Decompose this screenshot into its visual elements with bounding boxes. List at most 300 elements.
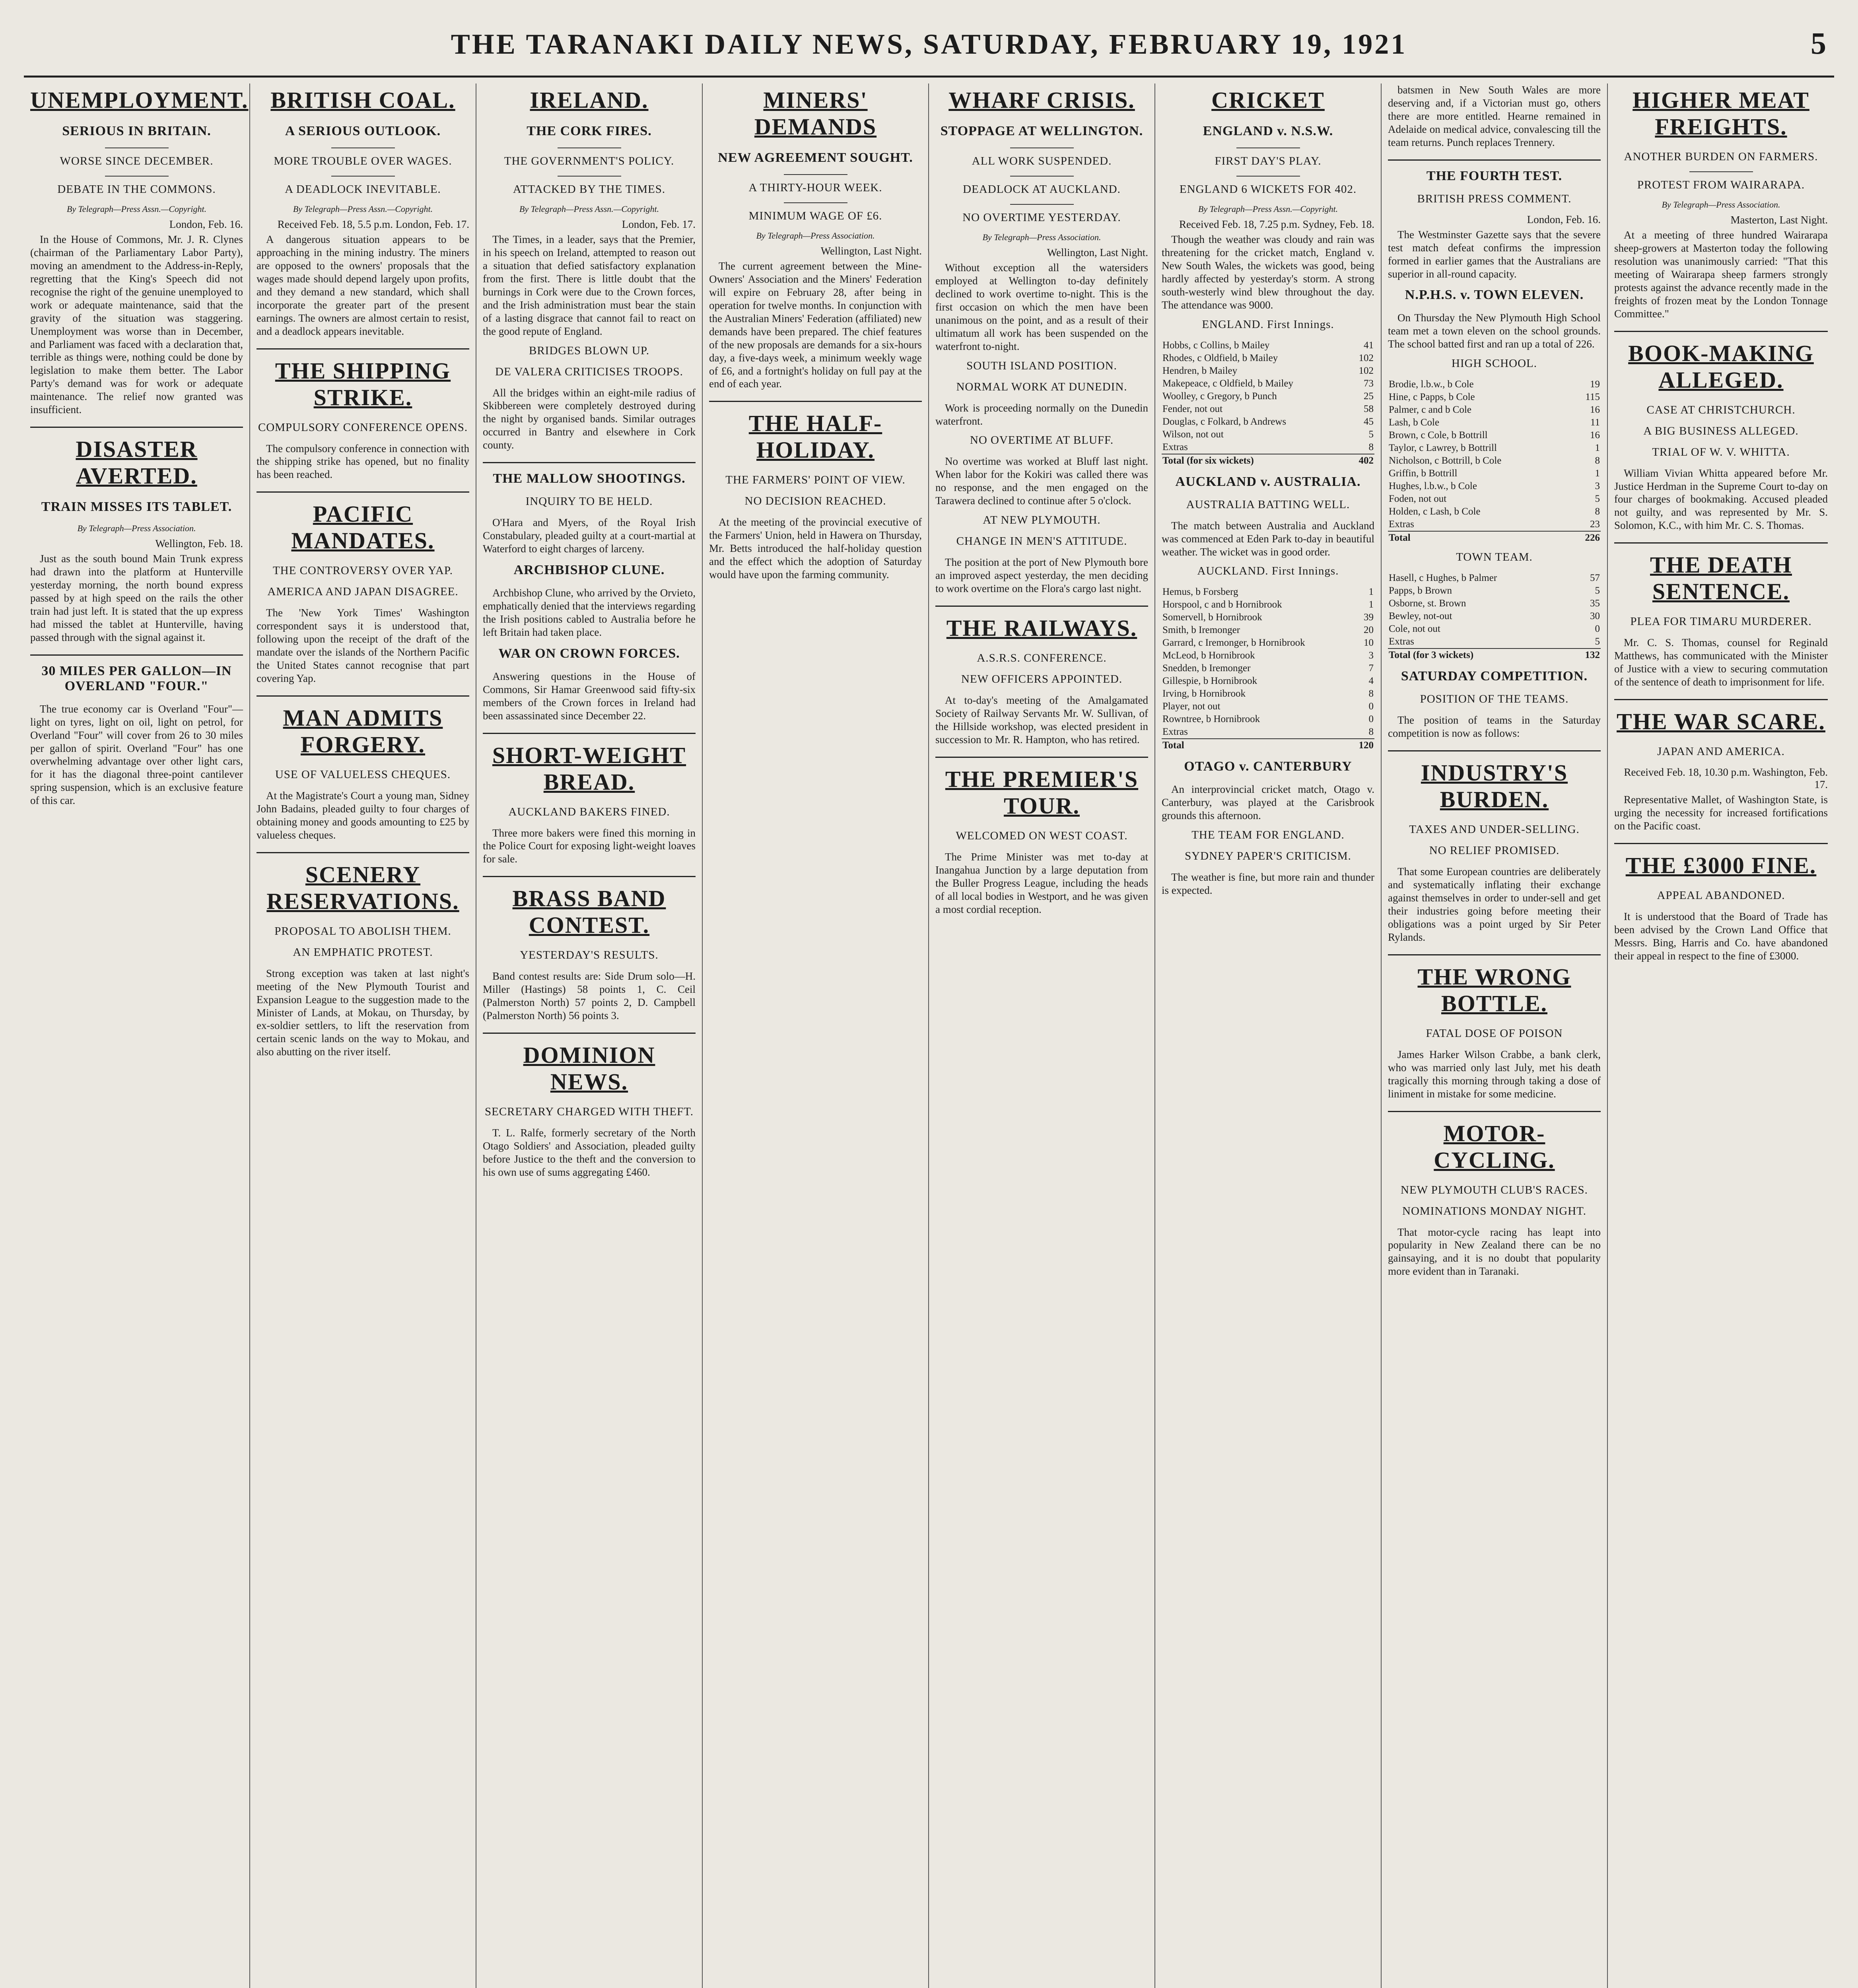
subheading: AUCKLAND v. AUSTRALIA. xyxy=(1175,474,1361,489)
batsman-runs: 41 xyxy=(1364,340,1374,351)
subheading: THE GOVERNMENT'S POLICY. xyxy=(504,155,674,167)
headline: BOOK-MAKING ALLEGED. xyxy=(1628,340,1814,393)
subheading: PLEA FOR TIMARU MURDERER. xyxy=(1630,615,1812,628)
scorecard-row xyxy=(1162,649,1374,662)
scorecard-total xyxy=(1388,648,1601,662)
page-number: 5 xyxy=(1811,26,1826,60)
divider xyxy=(1010,204,1074,205)
headline: ARCHBISHOP CLUNE. xyxy=(513,563,665,577)
scorecard-row xyxy=(1162,377,1374,390)
section-separator xyxy=(1614,542,1828,544)
batsman-name: Brown, c Cole, b Bottrill xyxy=(1389,430,1488,441)
scorecard-row xyxy=(1162,624,1374,637)
subheading: TAXES AND UNDER-SELLING. xyxy=(1409,823,1580,836)
batsman-runs: 11 xyxy=(1590,417,1600,428)
batsman-name: Hendren, b Mailey xyxy=(1162,365,1238,376)
batsman-runs: 5 xyxy=(1595,585,1600,596)
article-body: Archbishop Clune, who arrived by the Orvieto, emphatically denied that the interviews regarding the Irish positions cabled to Australia before he left Britain had taken place. xyxy=(483,587,696,638)
scorecard-row xyxy=(1388,429,1601,442)
subheading: DEBATE IN THE COMMONS. xyxy=(57,183,216,196)
headline: THE MALLOW SHOOTINGS. xyxy=(493,471,686,486)
subheading: SYDNEY PAPER'S CRITICISM. xyxy=(1185,850,1351,863)
batsman-runs: 58 xyxy=(1364,403,1374,414)
article-body: That some European countries are deliberately and systematically inflating their exchange against themselves in order to under-sell and get their industries going before meeting their obligations was a point urged by Sir Peter Rylands. xyxy=(1388,866,1601,943)
batsman-runs: 0 xyxy=(1595,623,1600,635)
batsman-runs: 19 xyxy=(1590,379,1600,390)
batsman-name: Hobbs, c Collins, b Mailey xyxy=(1162,340,1270,351)
headline: BRITISH COAL. xyxy=(270,87,455,113)
dateline: London, Feb. 16. xyxy=(1527,213,1601,225)
scorecard-row xyxy=(1388,610,1601,623)
batsman-runs: 0 xyxy=(1368,701,1374,712)
scorecard-row xyxy=(1388,378,1601,391)
batsman-runs: 7 xyxy=(1368,663,1374,674)
subheading: NO OVERTIME YESTERDAY. xyxy=(962,211,1121,224)
headline: BRASS BAND CONTEST. xyxy=(512,885,666,938)
article-body: The compulsory conference in connection with the shipping strike has opened, but no finality has been reached. xyxy=(257,442,469,481)
batsman-runs: 39 xyxy=(1364,612,1374,623)
byline: By Telegraph—Press Assn.—Copyright. xyxy=(66,204,207,214)
scorecard-row xyxy=(1388,391,1601,404)
scorecard-row xyxy=(1162,662,1374,675)
subheading: SOUTH ISLAND POSITION. xyxy=(966,359,1117,372)
subheading: ENGLAND 6 WICKETS FOR 402. xyxy=(1179,183,1357,196)
batsman-runs: 45 xyxy=(1364,416,1374,427)
headline: THE RAILWAYS. xyxy=(946,615,1137,641)
article-body: All the bridges within an eight-mile radius of Skibbereen were completely destroyed during the night by organised bands. Similar outrages occurred in Bantry and elsewhere in Cork county. xyxy=(483,386,696,451)
scorecard-title: HIGH SCHOOL. xyxy=(1452,357,1537,370)
section-separator xyxy=(30,654,243,656)
batsman-name: Rowntree, b Hornibrook xyxy=(1162,714,1260,725)
scorecard-row xyxy=(1162,598,1374,611)
headline: HIGHER MEAT FREIGHTS. xyxy=(1633,87,1809,140)
scorecard-row xyxy=(1388,416,1601,429)
batsman-name: Palmer, c and b Cole xyxy=(1389,404,1471,415)
scorecard-row xyxy=(1388,635,1601,648)
divider xyxy=(784,202,847,203)
article-body: In the House of Commons, Mr. J. R. Clynes (chairman of the Parliamentary Labor Party), moving an amendment to the Address-in-Reply, regretting that the King's Speech did not recognise the right of the genuine unemployed to work or adequate maintenance, said that the gravity of the situation was staggering. Unemployment was worse than in December, and Parliament was faced with a declaration that, terrible as things were, nothing could be done by legislation to make them better. The Labor Party's demand was for work or adequate maintenance. The relief now granted was insufficient. xyxy=(30,233,243,416)
subheading: SATURDAY COMPETITION. xyxy=(1401,669,1588,684)
section-separator xyxy=(1388,159,1601,161)
scorecard-row xyxy=(1388,623,1601,635)
headline: THE PREMIER'S TOUR. xyxy=(945,766,1139,819)
section-separator xyxy=(1388,1111,1601,1112)
total-label: Total (for six wickets) xyxy=(1162,454,1345,467)
scorecard-total xyxy=(1162,454,1374,467)
subheading: SECRETARY CHARGED WITH THEFT. xyxy=(484,1105,694,1118)
article-body: Mr. C. S. Thomas, counsel for Reginald Matthews, has communicated with the Minister of Justice with a view to securing commutation of the sentence of death to imprisonment for life. xyxy=(1614,637,1828,688)
batsman-name: Gillespie, b Hornibrook xyxy=(1162,676,1257,687)
total-runs: 120 xyxy=(1345,739,1374,752)
headline: THE HALF-HOLIDAY. xyxy=(748,410,882,463)
batsman-runs: 20 xyxy=(1364,625,1374,636)
batsman-runs: 35 xyxy=(1590,598,1600,609)
total-runs: 132 xyxy=(1571,648,1601,662)
total-label: Total xyxy=(1162,739,1345,752)
scorecard-row xyxy=(1388,480,1601,493)
byline: By Telegraph—Press Association. xyxy=(982,232,1101,242)
headline: IRELAND. xyxy=(530,87,649,113)
subheading: NOMINATIONS MONDAY NIGHT. xyxy=(1402,1204,1586,1217)
subheading: NEW AGREEMENT SOUGHT. xyxy=(718,150,913,165)
batsman-name: Osborne, st. Brown xyxy=(1389,598,1466,609)
total-runs: 402 xyxy=(1345,454,1374,467)
scorecard-row xyxy=(1162,403,1374,415)
batsman-name: Hemus, b Forsberg xyxy=(1162,586,1238,598)
subheading: PROTEST FROM WAIRARAPA. xyxy=(1637,179,1805,191)
subheading: MINIMUM WAGE OF £6. xyxy=(748,210,882,222)
subheading: BRITISH PRESS COMMENT. xyxy=(1417,192,1572,205)
article-body: The Times, in a leader, says that the Premier, in his speech on Ireland, attempted to reason out a situation that defied satisfactory explanation from the first. There is little doubt that the burnings in Cork were due to the Crown forces, and the Irish administration must bear the stain of a lasting disgrace that cannot fail to react on the good repute of England. xyxy=(483,233,696,337)
batsman-runs: 5 xyxy=(1595,493,1600,505)
section-separator xyxy=(257,491,469,493)
masthead xyxy=(24,16,1834,78)
headline: WHARF CRISIS. xyxy=(948,87,1135,113)
headline: THE WRONG BOTTLE. xyxy=(1417,963,1571,1016)
column-miners-demands xyxy=(703,83,929,1988)
batsman-name: Fender, not out xyxy=(1162,403,1223,414)
subheading: NO OVERTIME AT BLUFF. xyxy=(970,434,1114,447)
batsman-name: Bewley, not-out xyxy=(1389,611,1452,622)
section-separator xyxy=(483,876,696,877)
section-separator xyxy=(709,401,922,402)
subheading: ENGLAND v. N.S.W. xyxy=(1203,124,1333,138)
article-body: batsmen in New South Wales are more deserving and, if a Victorian must go, others there are more entitled. Hearne remained in Adelaide on medical advice, convalescing till the team returns. Punch replaces Trennery. xyxy=(1388,84,1601,148)
article-body: T. L. Ralfe, formerly secretary of the North Otago Soldiers' and Association, pleaded guilty before Justice to the theft and the conversion to his own use of sums aggregating £460. xyxy=(483,1127,696,1178)
columns xyxy=(24,83,1834,1988)
article-body: That motor-cycle racing has leapt into popularity in New Zealand there can be no gainsaying, and it is no doubt that popularity more evident than in Taranaki. xyxy=(1388,1226,1601,1277)
batsman-runs: 16 xyxy=(1590,430,1600,441)
article-body: The weather is fine, but more rain and thunder is expected. xyxy=(1162,871,1374,897)
batsman-runs: 115 xyxy=(1585,392,1600,403)
subheading: FATAL DOSE OF POISON xyxy=(1426,1027,1563,1040)
article-body: Just as the south bound Main Trunk express had drawn into the platform at Hunterville yesterday morning, the north bound express passed by at high speed on the rails the other train had just left. It is stated that the up express had missed the tablet at Hunterville, having passed through with the signal against it. xyxy=(30,553,243,643)
headline: THE £3000 FINE. xyxy=(1625,852,1817,878)
subheading: NO DECISION REACHED. xyxy=(744,495,886,508)
batsman-name: Extras xyxy=(1162,441,1188,452)
section-separator xyxy=(1614,699,1828,700)
subheading: AUCKLAND BAKERS FINED. xyxy=(508,805,670,818)
section-separator xyxy=(257,695,469,697)
headline: MAN ADMITS FORGERY. xyxy=(283,705,443,757)
batsman-runs: 102 xyxy=(1359,352,1374,363)
subheading: NEW OFFICERS APPOINTED. xyxy=(961,673,1123,685)
subheading: PROPOSAL TO ABOLISH THEM. xyxy=(274,924,451,938)
batsman-runs: 1 xyxy=(1368,586,1374,598)
batsman-runs: 8 xyxy=(1368,441,1374,452)
article-body: The Prime Minister was met to-day at Inangahua Junction by a large deputation from the Buller Progress League, including the heads of all local bodies in Westport, and he was given a most cordial reception. xyxy=(935,850,1148,915)
batsman-name: Makepeace, c Oldfield, b Mailey xyxy=(1162,378,1294,389)
total-runs: 226 xyxy=(1571,531,1601,544)
article-body: On Thursday the New Plymouth High School team met a town eleven on the school grounds. The school batted first and ran up a total of 226. xyxy=(1388,312,1601,350)
scorecard-title: AUCKLAND. First Innings. xyxy=(1197,565,1339,578)
subheading: JAPAN AND AMERICA. xyxy=(1657,745,1785,758)
scorecard-row xyxy=(1162,726,1374,739)
batsman-runs: 3 xyxy=(1595,481,1600,492)
batsman-name: Hughes, l.b.w., b Cole xyxy=(1389,481,1477,492)
dateline: Received Feb. 18, 5.5 p.m. London, Feb. 17. xyxy=(277,218,469,230)
subheading: INQUIRY TO BE HELD. xyxy=(525,495,653,508)
batsman-name: Brodie, l.b.w., b Cole xyxy=(1389,379,1474,390)
batsman-name: Foden, not out xyxy=(1389,493,1447,505)
scorecard-england xyxy=(1162,339,1374,467)
subheading: SERIOUS IN BRITAIN. xyxy=(62,124,211,138)
headline: SHORT-WEIGHT BREAD. xyxy=(492,742,686,795)
batsman-runs: 1 xyxy=(1368,599,1374,610)
column-wharf-crisis xyxy=(929,83,1155,1988)
batsman-runs: 1 xyxy=(1595,443,1600,454)
article-body: Strong exception was taken at last night's meeting of the New Plymouth Tourist and Expansion League to the suggestion made to the Minister of Lands, at Mokau, on Thursday, by ex-soldier settlers, to lift the reservation from certain scenic lands on the way to Mokau, and also abutting on the river itself. xyxy=(257,967,469,1058)
scorecard-row xyxy=(1388,572,1601,584)
scorecard-row xyxy=(1388,454,1601,467)
divider xyxy=(558,176,621,177)
batsman-runs: 73 xyxy=(1364,378,1374,389)
scorecard-town-team xyxy=(1388,572,1601,662)
scorecard-row xyxy=(1162,713,1374,726)
section-separator xyxy=(483,1033,696,1034)
divider xyxy=(1010,176,1074,177)
batsman-name: Snedden, b Iremonger xyxy=(1162,663,1251,674)
subheading: THE FARMERS' POINT OF VIEW. xyxy=(725,474,906,487)
dateline: Masterton, Last Night. xyxy=(1730,214,1828,226)
subheading: USE OF VALUELESS CHEQUES. xyxy=(275,768,451,781)
article-body: Though the weather was cloudy and rain was threatening for the cricket match, England v. New South Wales, the wickets was good, being hardly affected by yesterday's storm. A strong south-westerly wind blew throughout the day. The attendance was 9000. xyxy=(1162,233,1374,311)
section-separator xyxy=(483,733,696,734)
headline: MINERS' DEMANDS xyxy=(754,87,877,140)
subheading: AN EMPHATIC PROTEST. xyxy=(293,945,433,959)
article-body: Band contest results are: Side Drum solo—H. Miller (Hastings) 58 points 1, C. Ceil (Palmerston North) 57 points 2, D. Campbell (Palmerston North) 56 points 3. xyxy=(483,970,696,1022)
batsman-name: Hasell, c Hughes, b Palmer xyxy=(1389,573,1497,584)
batsman-runs: 5 xyxy=(1595,636,1600,647)
article-body: Representative Mallet, of Washington State, is urging the necessity for increased fortifications on the Pacific coast. xyxy=(1614,794,1828,832)
scorecard-row xyxy=(1388,584,1601,597)
scorecard-row xyxy=(1388,404,1601,416)
batsman-runs: 3 xyxy=(1368,650,1374,661)
headline: PACIFIC MANDATES. xyxy=(291,501,435,554)
headline: UNEMPLOYMENT. xyxy=(30,87,249,113)
batsman-name: Irving, b Hornibrook xyxy=(1162,688,1246,699)
batsman-name: Wilson, not out xyxy=(1162,429,1224,440)
batsman-runs: 0 xyxy=(1368,714,1374,725)
article-body: The position of teams in the Saturday competition is now as follows: xyxy=(1388,714,1601,740)
subheading: OTAGO v. CANTERBURY xyxy=(1184,759,1352,774)
headline: DOMINION NEWS. xyxy=(523,1042,655,1095)
scorecard-row xyxy=(1162,441,1374,454)
batsman-name: Extras xyxy=(1389,519,1414,530)
subheading: A THIRTY-HOUR WEEK. xyxy=(748,181,882,194)
byline: By Telegraph—Press Association. xyxy=(77,523,196,534)
section-separator xyxy=(257,348,469,349)
batsman-runs: 1 xyxy=(1595,468,1600,479)
subheading: ANOTHER BURDEN ON FARMERS. xyxy=(1624,150,1818,163)
batsman-name: Douglas, c Folkard, b Andrews xyxy=(1162,416,1287,427)
subheading: AT NEW PLYMOUTH. xyxy=(983,514,1101,527)
scorecard-row xyxy=(1162,700,1374,713)
batsman-runs: 25 xyxy=(1364,390,1374,402)
headline: WAR ON CROWN FORCES. xyxy=(498,646,680,661)
batsman-name: Extras xyxy=(1162,726,1188,738)
batsman-name: Holden, c Lash, b Cole xyxy=(1389,506,1481,517)
scorecard-row xyxy=(1388,467,1601,480)
section-separator xyxy=(935,757,1148,758)
subheading: DE VALERA CRITICISES TROOPS. xyxy=(495,365,683,378)
subheading: A BIG BUSINESS ALLEGED. xyxy=(1643,424,1799,437)
scorecard-high-school xyxy=(1388,378,1601,544)
section-separator xyxy=(30,427,243,428)
batsman-runs: 102 xyxy=(1359,365,1374,376)
subheading: DEADLOCK AT AUCKLAND. xyxy=(963,183,1121,196)
byline: By Telegraph—Press Assn.—Copyright. xyxy=(293,204,433,214)
article-body: Answering questions in the House of Commons, Sir Hamar Greenwood said fifty-six members of the Crown forces in Ireland had been assassinated since December 22. xyxy=(483,670,696,722)
column-ireland xyxy=(476,83,703,1988)
batsman-name: Player, not out xyxy=(1162,701,1221,712)
scorecard-row xyxy=(1162,687,1374,700)
subheading: THE FOURTH TEST. xyxy=(1426,168,1563,183)
section-separator xyxy=(483,462,696,463)
section-separator xyxy=(257,852,469,853)
subheading: NEW PLYMOUTH CLUB'S RACES. xyxy=(1401,1183,1588,1196)
batsman-runs: 23 xyxy=(1590,519,1600,530)
batsman-name: Woolley, c Gregory, b Punch xyxy=(1162,390,1277,402)
batsman-runs: 10 xyxy=(1364,637,1374,648)
dateline: London, Feb. 16. xyxy=(169,218,243,230)
article-body: No overtime was worked at Bluff last night. When labor for the Kokiri was called there was no response, and the men engaged on the Tarawera declined to continue after 5 o'clock. xyxy=(935,455,1148,507)
dateline: London, Feb. 17. xyxy=(622,218,696,230)
subheading: A.S.R.S. CONFERENCE. xyxy=(977,652,1107,664)
batsman-name: Horspool, c and b Hornibrook xyxy=(1162,599,1282,610)
batsman-runs: 8 xyxy=(1368,726,1374,738)
dateline: Received Feb. 18, 10.30 p.m. Washington, Feb. 17. xyxy=(1624,766,1828,790)
subheading: AUSTRALIA BATTING WELL. xyxy=(1186,498,1350,511)
headline: MOTOR-CYCLING. xyxy=(1434,1120,1555,1173)
dateline: Wellington, Feb. 18. xyxy=(155,538,243,550)
scorecard-title: TOWN TEAM. xyxy=(1456,551,1533,564)
headline: INDUSTRY'S BURDEN. xyxy=(1421,760,1568,813)
article-body: Three more bakers were fined this morning in the Police Court for exposing light-weight loaves for sale. xyxy=(483,827,696,865)
article-body: It is understood that the Board of Trade has been advised by the Crown Land Office that Messrs. Bing, Harris and Co. have abandoned their appeal in respect to the fine of £3000. xyxy=(1614,910,1828,962)
subheading: MORE TROUBLE OVER WAGES. xyxy=(274,155,452,167)
subheading: A DEADLOCK INEVITABLE. xyxy=(285,183,441,196)
column-unemployment xyxy=(24,83,250,1988)
scorecard-row xyxy=(1162,339,1374,352)
scorecard-row xyxy=(1162,390,1374,403)
column-higher-meat-freights xyxy=(1608,83,1834,1988)
subheading: CASE AT CHRISTCHURCH. xyxy=(1646,403,1796,416)
subheading: WELCOMED ON WEST COAST. xyxy=(956,829,1128,842)
subheading: THE TEAM FOR ENGLAND. xyxy=(1191,829,1345,842)
section-separator xyxy=(1614,843,1828,844)
headline: DISASTER AVERTED. xyxy=(76,436,198,489)
divider xyxy=(1689,171,1753,172)
subheading: N.P.H.S. v. TOWN ELEVEN. xyxy=(1405,287,1584,303)
headline: SCENERY RESERVATIONS. xyxy=(266,861,459,914)
article-body: At the Magistrate's Court a young man, Sidney John Badains, pleaded guilty to four charges of obtaining money and goods amounting to £25 by valueless cheques. xyxy=(257,789,469,841)
scorecard-row xyxy=(1388,597,1601,610)
subheading: ALL WORK SUSPENDED. xyxy=(972,155,1112,167)
article-body: The match between Australia and Auckland was commenced at Eden Park to-day in beautiful weather. The wicket was in good order. xyxy=(1162,519,1374,558)
article-body: William Vivian Whitta appeared before Mr. Justice Herdman in the Supreme Court to-day on four charges of bookmaking. Accused pleaded not guilty, and was represented by Mr. S. Solomon, K.C., with him Mr. C. S. Thomas. xyxy=(1614,467,1828,532)
subheading: NO RELIEF PROMISED. xyxy=(1429,844,1560,857)
advertisement-body: The true economy car is Overland "Four"—light on tyres, light on oil, light on petrol, for Overland "Four" will cover from 26 to 30 miles per gallon of spirit. Overland "Four" has one overwhelming advantage over other light cars, for it has the diagonal three-point cantilever spring suspension, which is an exclusive feature of this car. xyxy=(30,703,243,807)
batsman-name: McLeod, b Hornibrook xyxy=(1162,650,1255,661)
scorecard-total xyxy=(1388,531,1601,544)
divider xyxy=(784,174,847,175)
masthead-title: THE TARANAKI DAILY NEWS, SATURDAY, FEBRUARY 19, 1921 xyxy=(451,28,1407,60)
batsman-name: Smith, b Iremonger xyxy=(1162,625,1240,636)
scorecard-row xyxy=(1388,493,1601,505)
dateline: Wellington, Last Night. xyxy=(1047,247,1148,258)
batsman-name: Hine, c Papps, b Cole xyxy=(1389,392,1475,403)
headline: THE WAR SCARE. xyxy=(1617,709,1825,734)
byline: By Telegraph—Press Assn.—Copyright. xyxy=(1198,204,1338,214)
byline: By Telegraph—Press Association. xyxy=(1662,200,1780,210)
batsman-name: Garrard, c Iremonger, b Hornibrook xyxy=(1162,637,1305,648)
scorecard-row xyxy=(1388,442,1601,454)
subheading: POSITION OF THE TEAMS. xyxy=(1420,693,1569,706)
article-body: The current agreement between the Mine-Owners' Association and the Miners' Federation will expire on February 28, after being in operation for twelve months. In conjunction with the Australian Miners' Federation (affiliated) new demands have been prepared. The chief features of the new proposals are demands for a six-hours day, a five-days week, a minimum weekly wage of £6, and a fortnight's holiday on full pay at the end of each year. xyxy=(709,260,922,390)
subheading: CHANGE IN MEN'S ATTITUDE. xyxy=(956,535,1127,548)
scorecard-row xyxy=(1388,518,1601,531)
advertisement-heading: 30 MILES PER GALLON—IN OVERLAND "FOUR." xyxy=(41,663,232,693)
headline: CRICKET xyxy=(1211,87,1325,113)
subheading: COMPULSORY CONFERENCE OPENS. xyxy=(258,421,468,434)
batsman-name: Cole, not out xyxy=(1389,623,1440,635)
subheading: AMERICA AND JAPAN DISAGREE. xyxy=(267,585,459,598)
article-body: The 'New York Times' Washington correspondent says it is understood that, following upon the receipt of the draft of the mandate over the islands of the Northern Pacific the United States cannot recognise that part covering Yap. xyxy=(257,607,469,684)
batsman-name: Rhodes, c Oldfield, b Mailey xyxy=(1162,352,1278,363)
batsman-name: Griffin, b Bottrill xyxy=(1389,468,1458,479)
byline: By Telegraph—Press Association. xyxy=(756,231,875,241)
scorecard-row xyxy=(1162,637,1374,649)
article-body: James Harker Wilson Crabbe, a bank clerk, who was married only last July, met his death tragically this morning through taking a dose of liniment in mistake for some medicine. xyxy=(1388,1048,1601,1100)
article-body: At to-day's meeting of the Amalgamated Society of Railway Servants Mr. W. Sullivan, of the Hillside workshop, was elected president in succession to Mr. R. Hampton, who has retired. xyxy=(935,694,1148,746)
article-body: An interprovincial cricket match, Otago v. Canterbury, was played at the Carisbrook grounds this afternoon. xyxy=(1162,783,1374,822)
batsman-runs: 16 xyxy=(1590,404,1600,415)
article-body: O'Hara and Myers, of the Royal Irish Constabulary, pleaded guilty at a court-martial at Waterford to eight charges of larceny. xyxy=(483,516,696,555)
subheading: WORSE SINCE DECEMBER. xyxy=(60,155,214,167)
subheading: THE CONTROVERSY OVER YAP. xyxy=(272,564,453,577)
batsman-name: Taylor, c Lawrey, b Bottrill xyxy=(1389,443,1497,454)
subheading: FIRST DAY'S PLAY. xyxy=(1215,155,1322,167)
scorecard-title: ENGLAND. First Innings. xyxy=(1202,318,1334,331)
scorecard-row xyxy=(1162,586,1374,598)
column-british-coal xyxy=(250,83,476,1988)
scorecard-row xyxy=(1162,365,1374,377)
batsman-name: Papps, b Brown xyxy=(1389,585,1452,596)
subheading: APPEAL ABANDONED. xyxy=(1657,889,1785,902)
batsman-runs: 4 xyxy=(1368,676,1374,687)
column-cricket xyxy=(1155,83,1382,1988)
byline: By Telegraph—Press Assn.—Copyright. xyxy=(519,204,659,214)
scorecard-total xyxy=(1162,739,1374,752)
subheading: NORMAL WORK AT DUNEDIN. xyxy=(956,380,1127,393)
subheading: A SERIOUS OUTLOOK. xyxy=(285,124,441,138)
article-body: Work is proceeding normally on the Dunedin waterfront. xyxy=(935,402,1148,427)
subheading: THE CORK FIRES. xyxy=(527,124,652,138)
scorecard-row xyxy=(1162,352,1374,365)
scorecard-row xyxy=(1388,505,1601,518)
section-separator xyxy=(935,606,1148,607)
total-label: Total xyxy=(1388,531,1571,544)
divider xyxy=(1236,176,1300,177)
headline: THE DEATH SENTENCE. xyxy=(1650,552,1792,605)
total-label: Total (for 3 wickets) xyxy=(1388,648,1571,662)
section-separator xyxy=(1388,750,1601,751)
batsman-runs: 30 xyxy=(1590,611,1600,622)
article-body: Without exception all the watersiders employed at Wellington to-day definitely declined to work overtime to-night. This is the first occasion on which the men have been unanimous on the point, and as a result of their ultimatum all work has been suspended on the waterfront to-night. xyxy=(935,262,1148,352)
batsman-name: Lash, b Cole xyxy=(1389,417,1440,428)
subheading: YESTERDAY'S RESULTS. xyxy=(520,949,659,962)
